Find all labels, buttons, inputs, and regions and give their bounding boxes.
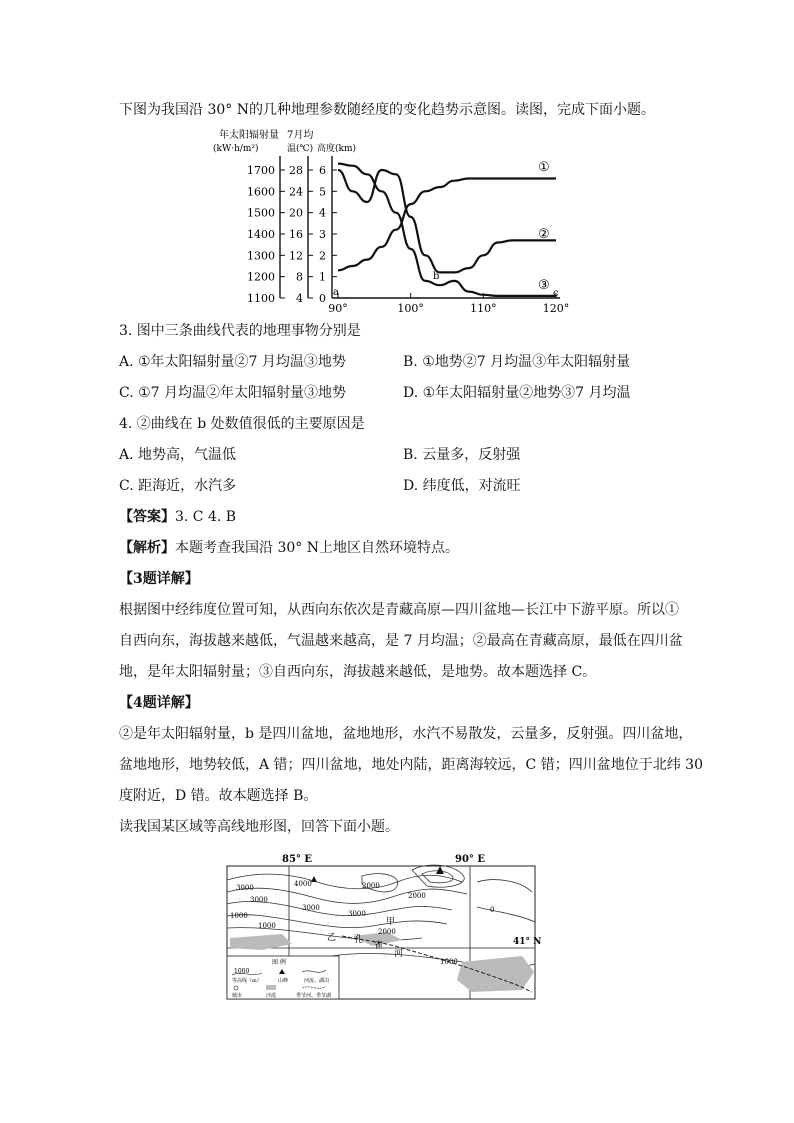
place-que: 雀 [374,941,384,951]
q4-stem: 4. ②曲线在 b 处数值很低的主要原因是 [119,416,365,432]
answer-text: 3. C 4. B [175,509,237,525]
q3-option-a[interactable]: A. ①年太阳辐射量②7 月均温③地势 [119,354,346,370]
y2-tick-label: 20 [289,206,303,220]
contour-map [222,852,542,1004]
y2-tick-label: 4 [296,292,303,305]
contour-label-10: 1000 [440,958,458,966]
contour-label-1: 3000 [236,884,254,892]
q4-option-c[interactable]: C. 距海近，水汽多 [119,478,237,494]
detail4-line-2: 盆地地形，地势较低，A 错；四川盆地，地处内陆，距离海较远，C 错；四川盆地位于北纬 30 [119,757,703,773]
answer-line [119,507,236,527]
col2-title: 7月均 [287,130,314,141]
y1-tick-label: 1500 [247,206,275,220]
y2-tick-label: 12 [289,249,303,263]
place-he: 河 [394,949,404,959]
detail3-line-3: 地，是年太阳辐射量；③自西向东，海拔越来越低，是地势。故本题选择 C。 [119,664,597,680]
q4-option-d[interactable]: D. 纬度低，对流旺 [403,478,521,494]
detail3-tag: 【3题详解】 [119,571,199,587]
y3-tick-label: 3 [319,228,326,241]
contour-label-4: 1000 [230,912,248,920]
lat-label-41: 41° N [513,937,542,947]
y2-tick-label: 8 [296,270,303,284]
lon-label-90: 90° E [455,854,486,865]
q4-option-b[interactable]: B. 云量多，反射强 [403,447,521,463]
q4-option-a[interactable]: A. 地势高，气温低 [119,447,237,463]
contour-label-0: 4000 [294,880,312,888]
contour-label-5: 3000 [302,904,320,912]
y3-tick-label: 5 [319,185,326,199]
curve-label-1: ① [538,160,550,175]
contour-label-7: 3000 [348,910,366,918]
y1-tick-label: 1300 [247,249,275,263]
y2-tick-label: 28 [289,164,303,177]
curve-label-2: ② [538,227,550,242]
y3-tick-label: 2 [319,249,326,263]
y3-tick-label: 0 [319,292,326,305]
place-jia: 甲 [386,917,396,927]
x-tick-label: 110° [470,302,497,315]
legend-item-city: 城市 [232,993,243,999]
legend-item-peak: 山峰 [278,978,289,984]
detail4-tag: 【4题详解】 [119,695,199,711]
series-line-1 [338,179,556,271]
lon-label-85: 85° E [282,854,313,865]
intro-text: 下图为我国沿 30° N的几种地理参数随经度的变化趋势示意图。读图，完成下面小题。 [119,102,655,118]
contour-label-9: 1000 [258,922,276,930]
analysis-text: 本题考查我国沿 30° N上地区自然环境特点。 [175,540,459,556]
y1-tick-label: 1200 [247,270,275,284]
intro2-text: 读我国某区域等高线地形图，回答下面小题。 [119,819,399,835]
x-tick-label: 120° [542,302,570,315]
longitude-chart [205,126,595,316]
detail3-line-2: 自西向东，海拔越来越低，气温越来越高，是 7 月均温；②最高在青藏高原，最低在四川盆 [119,633,683,649]
point-label-b: b [433,271,440,282]
y2-tick-label: 24 [289,185,303,199]
col1-title: 年太阳辐射量 [219,130,279,141]
curve-label-3: ③ [538,278,550,293]
y1-tick-label: 1100 [247,292,275,305]
place-yi: 乙 [327,933,337,943]
analysis-line [119,538,459,558]
y3-tick-label: 1 [319,270,326,284]
q3-stem: 3. 图中三条曲线代表的地理事物分别是 [119,323,361,339]
detail4-line-3: 度附近，D 错。故本题选择 B。 [119,788,318,804]
detail3-line-1: 根据图中经纬度位置可知，从西向东依次是青藏高原—四川盆地—长江中下游平原。所以① [119,602,679,618]
point-label-c: c [553,288,559,299]
x-tick-label: 90° [328,302,348,315]
legend-item-river: 河流、湖泊 [304,978,330,984]
legend-item-desert: 沙漠 [266,993,277,999]
legend-title: 图 例 [272,959,286,966]
legend-item-seasonal: 季节河、季节湖 [296,993,332,999]
col2-unit: 温(℃) [287,144,314,154]
legend-sample: 1000 [234,968,250,975]
place-kong: 孔 [354,935,364,945]
contour-label-3: 3000 [250,896,268,904]
legend-item-contour: 等高线（m） [232,978,262,984]
answer-tag: 【答案】 [119,509,175,525]
contour-label-8: 2000 [378,928,396,936]
y2-tick-label: 16 [289,228,303,241]
point-label-a: a [333,287,339,298]
y1-tick-label: 1700 [247,164,275,177]
analysis-tag: 【解析】 [119,540,175,556]
detail4-line-1: ②是年太阳辐射量，b 是四川盆地，盆地地形，水汽不易散发，云量多，反射强。四川盆地， [119,726,693,742]
contour-label-6: 2000 [408,892,426,900]
q3-option-c[interactable]: C. ①7 月均温②年太阳辐射量③地势 [119,385,347,401]
contour-label-11: 0 [490,906,495,914]
q3-option-d[interactable]: D. ①年太阳辐射量②地势③7 月均温 [403,385,631,401]
y1-tick-label: 1400 [247,228,275,241]
col3-unit: 高度(km) [317,144,357,154]
contour-label-2: 2000 [362,882,380,890]
col1-unit: (kW·h/m²) [213,144,259,154]
y3-tick-label: 4 [319,206,326,220]
y3-tick-label: 6 [319,164,326,177]
x-tick-label: 100° [397,302,424,315]
q3-option-b[interactable]: B. ①地势②7 月均温③年太阳辐射量 [403,354,631,370]
y1-tick-label: 1600 [247,185,275,199]
